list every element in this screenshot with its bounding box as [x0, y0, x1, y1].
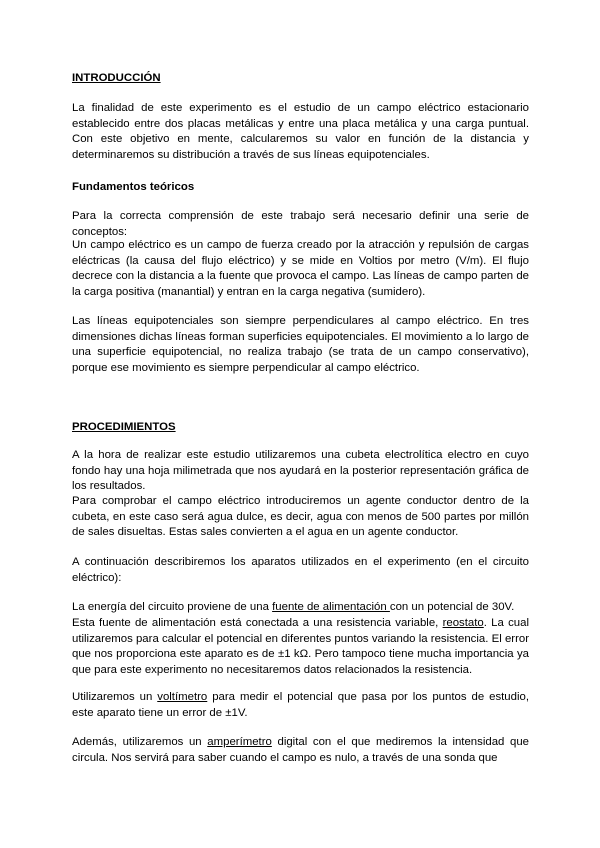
- fundamentos-heading: Fundamentos teóricos: [72, 181, 195, 193]
- fuente-alimentacion-term: fuente de alimentación: [272, 601, 390, 613]
- intro-heading: INTRODUCCIÓN: [72, 72, 161, 84]
- procedimientos-paragraph-2: Para comprobar el campo eléctrico introduciremos un agente conductor dentro de la cubeta, en este caso será agua dulce, es decir, agua con menos de 500 partes por millón de sales disueltas. Estas sales convierten a el agua en un agente conductor.: [72, 495, 529, 538]
- procedimientos-heading: PROCEDIMIENTOS: [72, 421, 176, 433]
- reostato-term: reostato: [442, 617, 484, 629]
- fundamentos-paragraph-3: Las líneas equipotenciales son siempre perpendiculares al campo eléctrico. En tres dimensiones dichas líneas forman superficies equipotenciales. El movimiento a lo largo de una superficie equipotencial, no realiza trabajo (se trata de un campo conservativo), porque ese movimiento es siempre perpendicular al campo eléctrico.: [72, 315, 529, 374]
- procedimientos-paragraph-1: A la hora de realizar este estudio utilizaremos una cubeta electrolítica electro en cuyo fondo hay una hoja milimetrada que nos ayudará en la posterior representación gráfica de los resultados.: [72, 449, 529, 492]
- intro-paragraph: La finalidad de este experimento es el estudio de un campo eléctrico estacionario establecido entre dos placas metálicas y entre una placa metálica y una carga puntual. Con este objetivo en mente, calcularemos su valor en función de la distancia y determinaremos su distribución a través de sus líneas equipotenciales.: [72, 102, 529, 161]
- fundamentos-paragraph-2: Un campo eléctrico es un campo de fuerza creado por la atracción y repulsión de cargas eléctricas (la causa del flujo eléctrico) y se mide en Voltios por metro (V/m). El flujo decrece con la distancia a la fuente que provoca el campo. Las líneas de campo parten de la carga positiva (manantial) y entran en la carga negativa (sumidero).: [72, 239, 529, 298]
- fuente-paragraph: La energía del circuito proviene de una fuente de alimentación con un potencial de 30V.: [72, 601, 515, 613]
- voltimetro-term: voltímetro: [157, 691, 208, 703]
- amperimetro-term: amperímetro: [207, 736, 272, 748]
- procedimientos-paragraph-3: A continuación describiremos los aparatos utilizados en el experimento (en el circuito eléctrico):: [72, 556, 529, 584]
- amperimetro-paragraph: Además, utilizaremos un amperímetro digital con el que mediremos la intensidad que circula. Nos servirá para saber cuando el campo es nulo, a través de una sonda que: [72, 736, 530, 764]
- voltimetro-paragraph: Utilizaremos un voltímetro para medir el potencial que pasa por los puntos de estudio, este aparato tiene un error de ±1V.: [72, 691, 529, 719]
- reostato-paragraph: Esta fuente de alimentación está conectada a una resistencia variable, reostato. La cual utilizaremos para calcular el potencial en diferentes puntos variando la resistencia. El error que nos proporciona este aparato es de ±1 kΩ. Pero tampoco tiene mucha importancia ya que para este experimento no necesitaremos datos relacionados la resistencia.: [72, 617, 529, 676]
- fundamentos-paragraph-1: Para la correcta comprensión de este trabajo será necesario definir una serie de conceptos:: [72, 210, 529, 238]
